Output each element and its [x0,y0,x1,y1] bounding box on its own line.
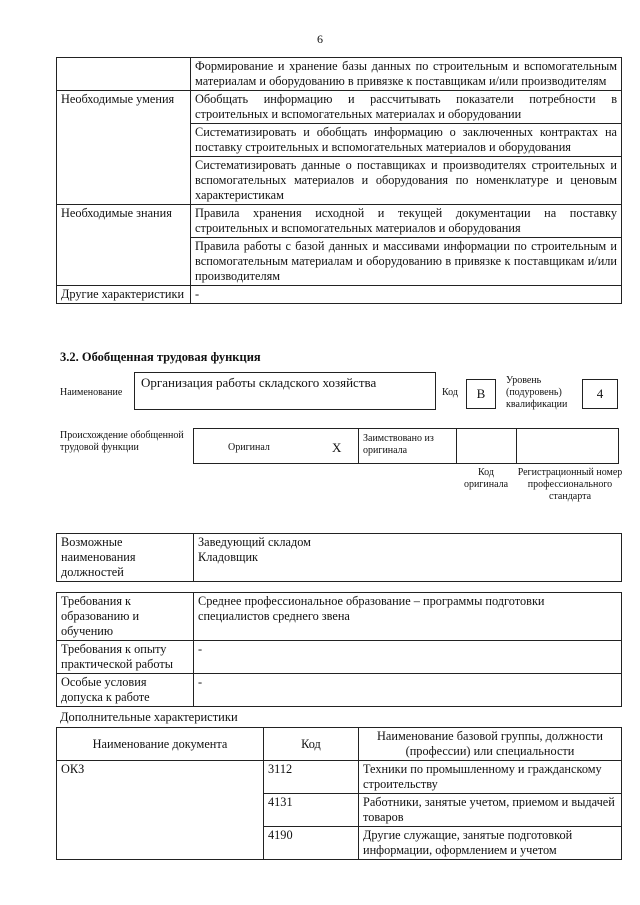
level-value: 4 [596,386,604,401]
requirements-table [56,592,622,707]
position-name: Кладовщик [198,550,259,564]
requirement-value: - [194,674,622,707]
level-box [582,379,618,409]
code-label: Код [442,387,458,398]
row-cell: Правила хранения исходной и текущей документации на поставку строительных и вспомогательных материалов и оборудования [191,205,622,238]
requirement-label: Требования к образованию и обучению [57,593,194,641]
table-row [57,534,622,582]
table-row [57,58,622,91]
positions-label: Возможные наименования должностей [57,534,194,582]
borrowed-label: Заимствовано из оригинала [363,433,434,456]
code-cell: 3112 [264,761,359,794]
code-cell: 4190 [264,827,359,860]
divider [456,428,457,464]
row-cell: Систематизировать данные о поставщиках и производителях строительных и вспомогательных материалов и оборудования по номенклатуре и ценовым характеристикам [191,157,622,205]
code-box [466,379,496,409]
row-cell: Обобщать информацию и рассчитывать показатели потребности в строительных и вспомогательных материалах и оборудовании [191,91,622,124]
level-label: Уровень (подуровень) квалификации [506,375,568,410]
section-heading: 3.2. Обобщенная трудовая функция [60,350,261,364]
table-row [57,593,622,641]
requirement-label: Требования к опыту практической работы [57,641,194,674]
reg-number-caption: Регистрационный номер профессионального стандарта [517,467,623,502]
additional-table [56,727,622,860]
origin-label: Происхождение обобщенной трудовой функции [60,430,184,453]
code-original-caption: Код оригинала [463,467,509,490]
skills-knowledge-table [56,57,622,304]
function-name-box [134,372,436,410]
row-cell: Правила работы с базой данных и массивами информации по строительным и вспомогательным материалам и оборудованию в привязке к поставщикам и/или производителям [191,238,622,286]
header-document: Наименование документа [57,728,264,761]
requirement-value: - [194,641,622,674]
doc-name: ОКЗ [57,761,264,860]
positions-cell [194,534,622,582]
name-cell: Другие служащие, занятые подготовкой информации, оформлением и учетом [359,827,622,860]
original-mark: X [332,440,342,455]
page-number: 6 [317,32,323,46]
divider [516,428,517,464]
row-cell: Систематизировать и обобщать информацию о заключенных контрактах на поставку строительных и вспомогательных материалов и оборудования [191,124,622,157]
table-row [57,91,622,124]
row-cell: - [191,286,622,304]
requirement-label: Особые условия допуска к работе [57,674,194,707]
function-name: Организация работы складского хозяйства [141,375,377,390]
table-header-row [57,728,622,761]
name-label: Наименование [60,387,123,398]
divider [358,428,359,464]
row-label: Необходимые умения [57,91,191,205]
table-row [57,286,622,304]
code-value: B [476,386,486,401]
name-cell: Техники по промышленному и гражданскому строительству [359,761,622,794]
original-label: Оригинал [228,442,270,453]
positions-table [56,533,622,582]
row-label [57,58,191,91]
header-name: Наименование базовой группы, должности (профессии) или специальности [359,728,622,761]
requirement-value: Среднее профессиональное образование – программы подготовки специалистов среднего звена [194,593,622,641]
table-row [57,674,622,707]
row-cell: Формирование и хранение базы данных по строительным и вспомогательным материалам и оборудованию в привязке к поставщикам и/или производителям [191,58,622,91]
additional-title: Дополнительные характеристики [60,710,238,724]
name-cell: Работники, занятые учетом, приемом и выдачей товаров [359,794,622,827]
table-row [57,205,622,238]
code-cell: 4131 [264,794,359,827]
row-label: Другие характеристики [57,286,191,304]
table-row [57,761,622,794]
position-name: Заведующий складом [198,535,311,549]
row-label: Необходимые знания [57,205,191,286]
header-code: Код [264,728,359,761]
table-row [57,641,622,674]
